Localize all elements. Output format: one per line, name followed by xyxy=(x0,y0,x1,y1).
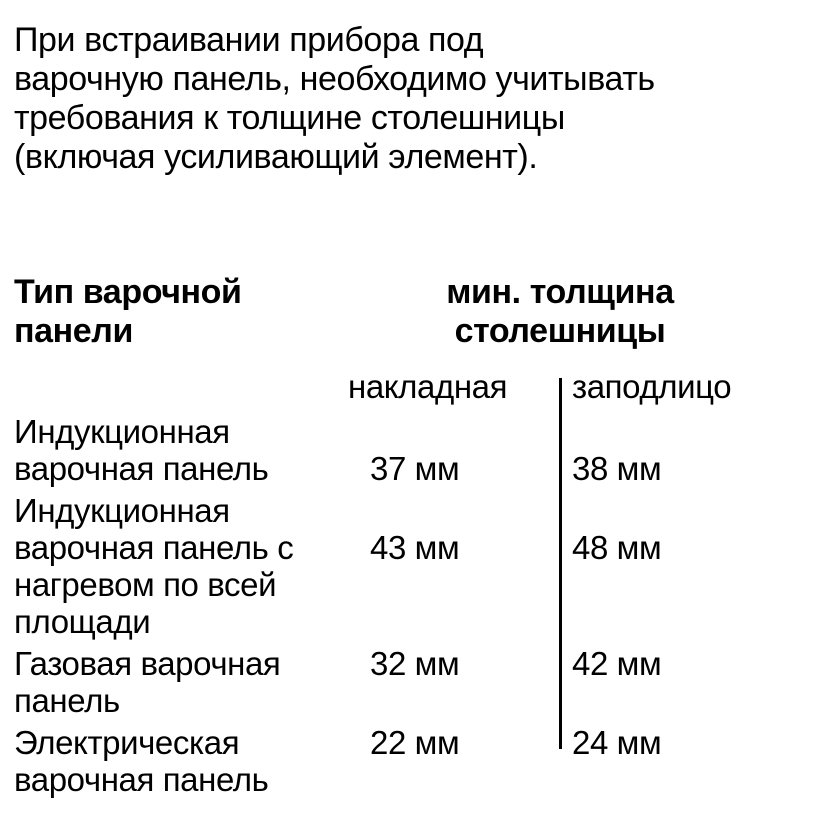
table-header-row xyxy=(14,273,826,351)
surface-thickness-cell: 32 мм xyxy=(370,645,460,682)
intro-line: варочную панель, необходимо учитывать xyxy=(14,60,655,98)
subheader-surface-mounted: накладная xyxy=(348,368,508,405)
flush-thickness-cell: 38 мм xyxy=(572,450,662,487)
empty-cell xyxy=(14,368,344,405)
hob-type-cell: Газовая варочная панель xyxy=(14,645,281,719)
surface-thickness-cell: 37 мм xyxy=(370,450,460,487)
table-row xyxy=(14,724,826,798)
hob-type-cell: Индукционная варочная панель xyxy=(14,413,269,487)
flush-thickness-cell: 24 мм xyxy=(572,724,662,761)
column-divider xyxy=(559,378,562,749)
intro-line: При встраивании прибора под xyxy=(14,21,484,59)
hob-type-cell: Индукционная варочная панель с нагревом по всей площади xyxy=(14,492,294,640)
thickness-table xyxy=(14,368,826,798)
intro-line: (включая усиливающий элемент). xyxy=(14,138,538,176)
table-row xyxy=(14,413,826,487)
intro-paragraph xyxy=(14,21,826,177)
surface-thickness-cell: 43 мм xyxy=(370,529,460,566)
flush-thickness-cell: 48 мм xyxy=(572,529,662,566)
table-subheader-row xyxy=(14,368,826,405)
intro-line: требования к толщине столешницы xyxy=(14,99,565,137)
table-row xyxy=(14,645,826,719)
surface-thickness-cell: 22 мм xyxy=(370,724,460,761)
hob-type-column-header: Тип варочной панели xyxy=(14,273,242,350)
subheader-flush-mounted: заподлицо xyxy=(572,368,732,405)
table-row xyxy=(14,492,826,640)
flush-thickness-cell: 42 мм xyxy=(572,645,662,682)
min-thickness-column-header: мин. толщина столешницы xyxy=(446,273,674,350)
hob-type-cell: Электрическая варочная панель xyxy=(14,724,269,798)
